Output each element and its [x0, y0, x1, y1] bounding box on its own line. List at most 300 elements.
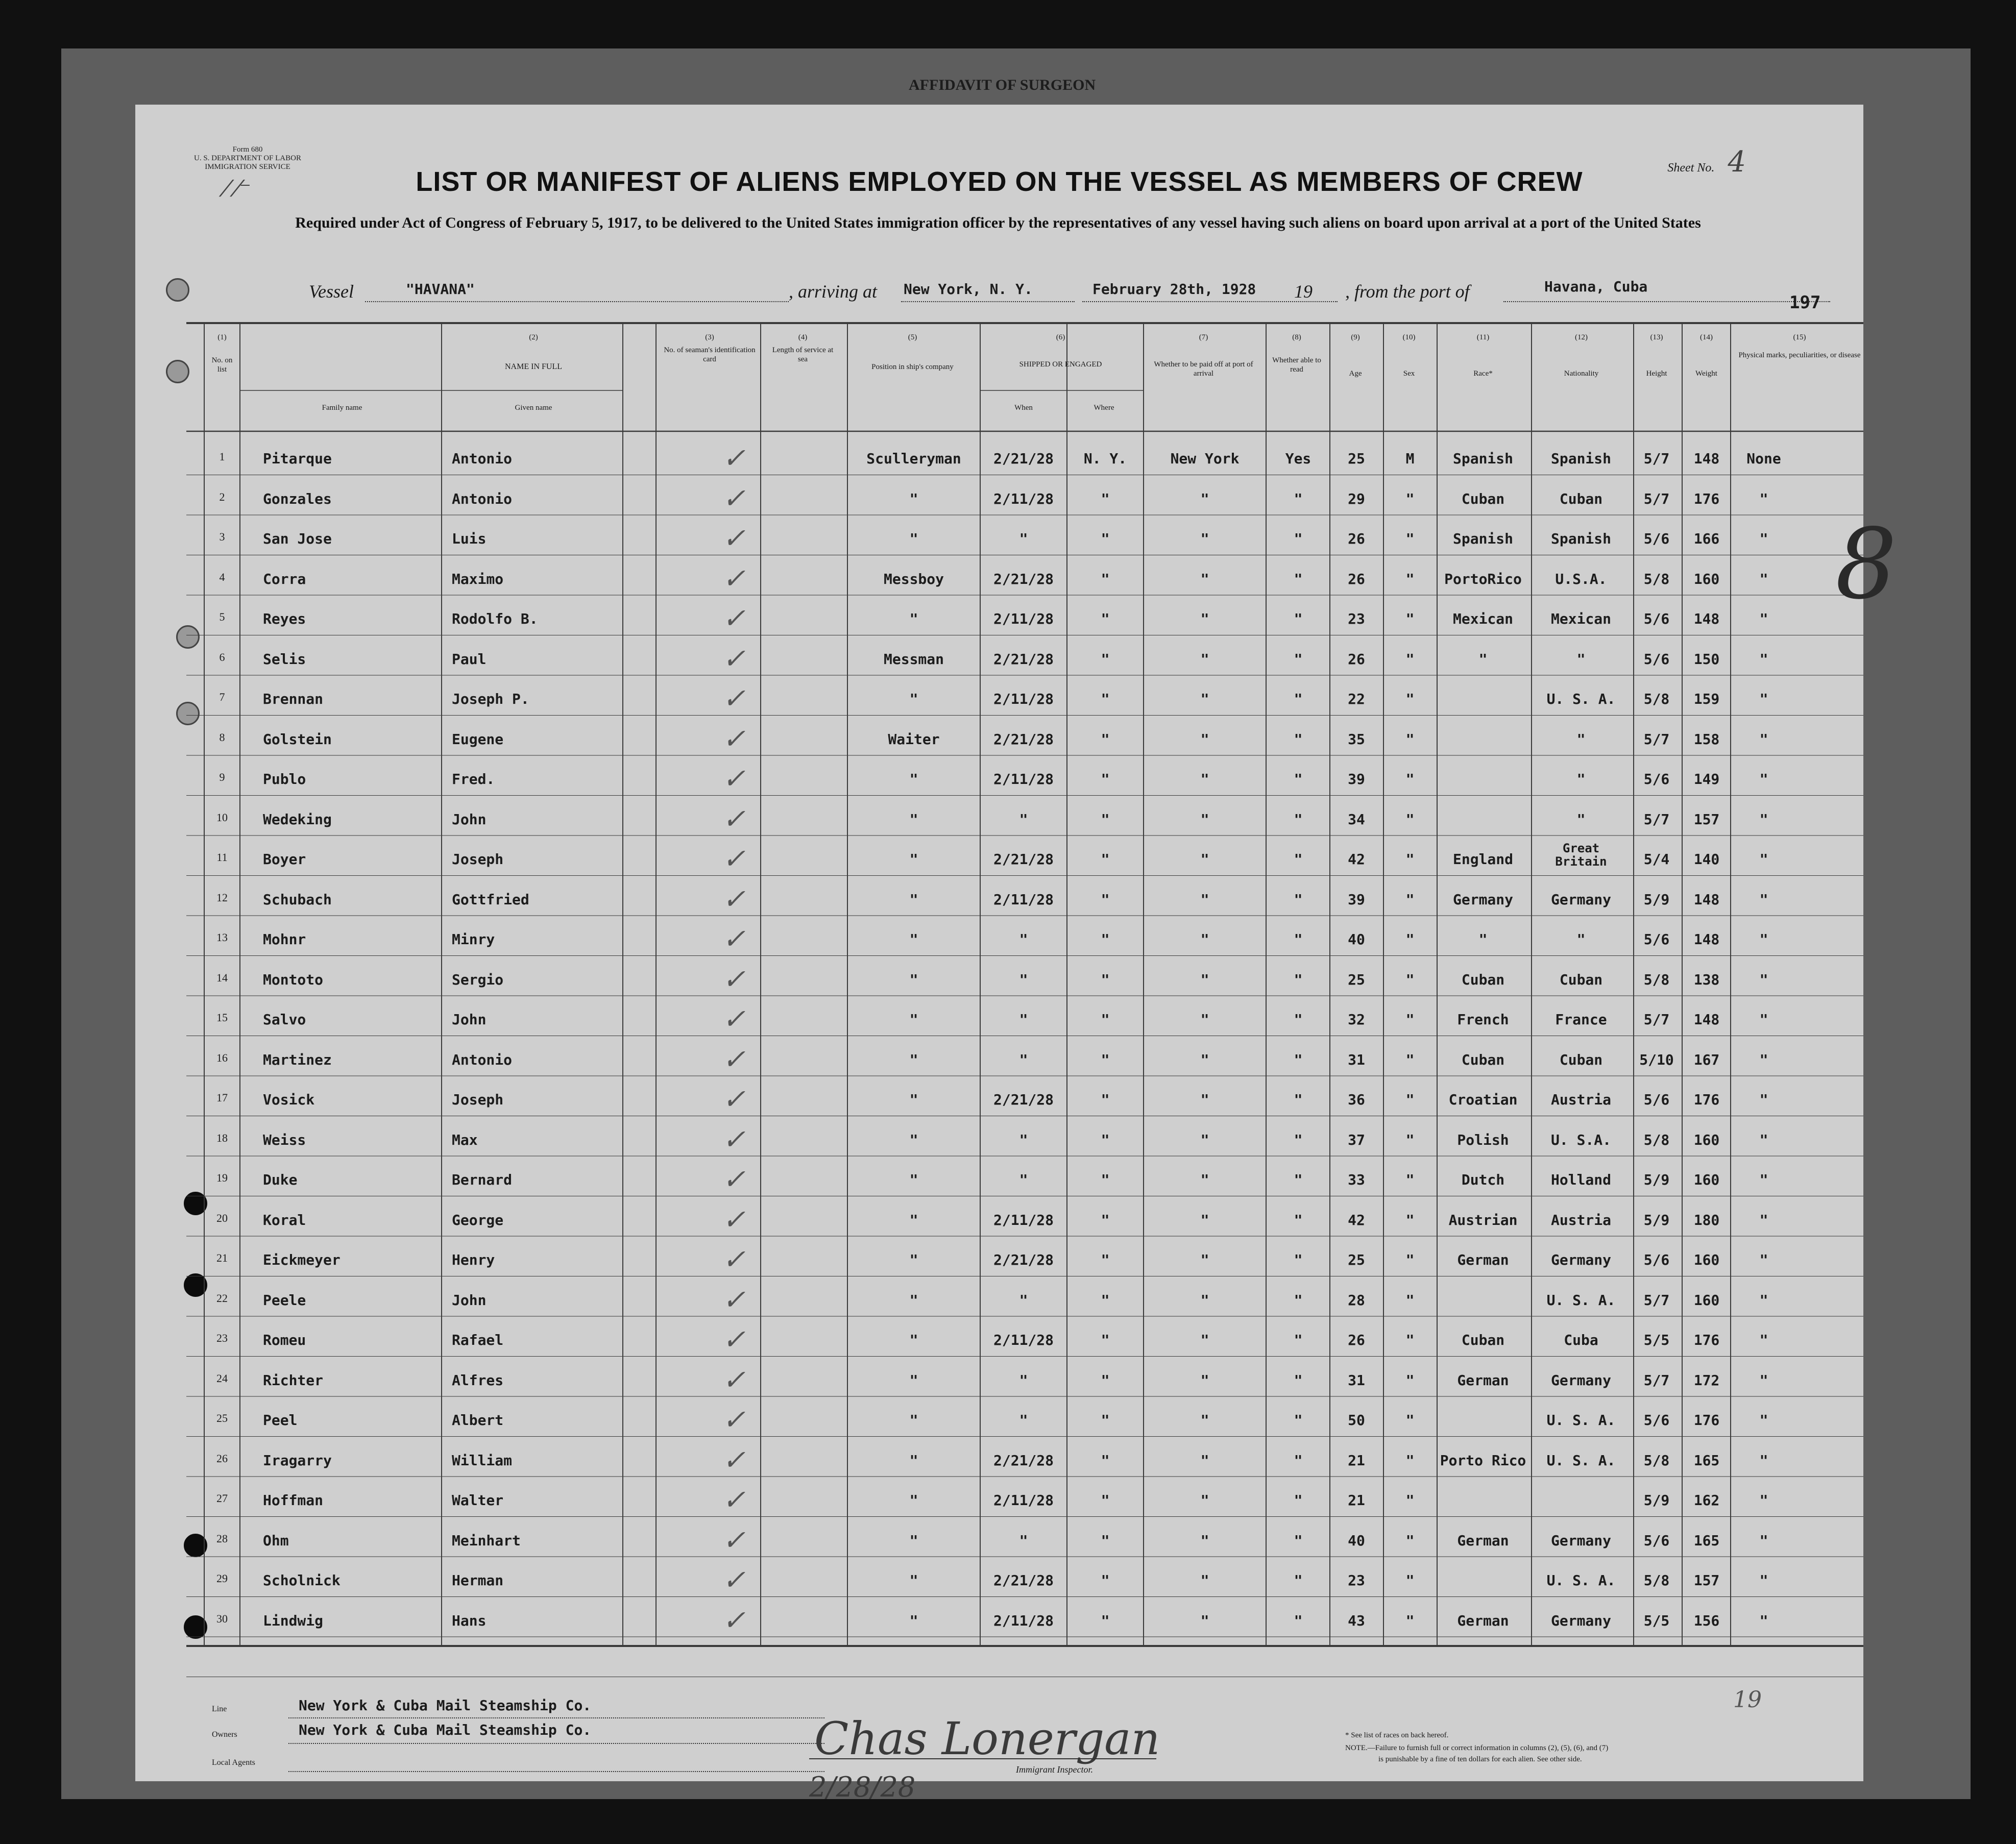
cell-paid: " [1200, 891, 1209, 908]
col3-num: (3) [705, 333, 714, 341]
check-mark-icon: ✓ [722, 482, 746, 514]
cell-nationality: " [1576, 730, 1586, 748]
cell-when: " [1019, 1051, 1028, 1068]
cell-weight: 149 [1693, 771, 1720, 788]
cell-family: Gonzales [263, 490, 332, 507]
cell-family: Montoto [263, 971, 324, 988]
cell-family: Corra [263, 570, 306, 587]
cell-age: 25 [1348, 971, 1365, 988]
cell-position: " [909, 1251, 918, 1268]
cell-read: " [1294, 1371, 1303, 1389]
cell-where: " [1101, 891, 1110, 908]
cell-marks: " [1759, 1572, 1768, 1589]
cell-paid: " [1200, 650, 1209, 668]
cell-sex: " [1405, 891, 1415, 908]
cell-paid: " [1200, 1371, 1209, 1389]
cell-marks: " [1759, 1332, 1768, 1348]
cell-paid: " [1200, 1091, 1209, 1108]
cell-where: " [1101, 1452, 1110, 1469]
cell-where: " [1101, 570, 1110, 587]
cell-sex: " [1405, 1572, 1415, 1589]
cell-height: 5/6 [1643, 771, 1670, 788]
cell-given: Walter [452, 1492, 504, 1509]
table-grid [135, 105, 1863, 1781]
cell-family: Hoffman [263, 1492, 324, 1509]
arrival-date: February 28th, 1928 [1092, 281, 1256, 298]
line-value: New York & Cuba Mail Steamship Co. [299, 1697, 592, 1714]
col9-num: (9) [1351, 333, 1360, 341]
cell-height: 5/7 [1643, 1291, 1670, 1309]
cell-height: 5/5 [1643, 1332, 1670, 1348]
cell-marks: " [1759, 1492, 1768, 1509]
cell-read: " [1294, 1532, 1303, 1549]
cell-weight: 148 [1693, 1011, 1720, 1028]
cell-position: " [909, 1211, 918, 1228]
cell-age: 23 [1348, 1572, 1365, 1589]
cell-nationality: Germany [1550, 1612, 1612, 1629]
cell-height: 5/8 [1643, 1452, 1670, 1469]
cell-age: 37 [1348, 1131, 1365, 1148]
cell-sex: " [1405, 771, 1415, 788]
cell-where: " [1101, 610, 1110, 627]
cell-where: " [1101, 1251, 1110, 1268]
cell-no: 21 [216, 1251, 228, 1264]
cell-given: George [452, 1211, 504, 1228]
cell-family: Boyer [263, 851, 306, 868]
cell-when: 2/11/28 [993, 1612, 1054, 1629]
cell-family: Brennan [263, 691, 324, 707]
cell-position: " [909, 771, 918, 788]
col6-where: Where [1094, 404, 1114, 412]
cell-family: Mohnr [263, 931, 306, 948]
cell-marks: " [1759, 1452, 1768, 1469]
cell-no: 10 [216, 810, 228, 824]
penalty-note: NOTE.—Failure to furnish full or correct information in columns (2), (5), (6), and (7) [1345, 1744, 1609, 1752]
cell-weight: 172 [1693, 1371, 1720, 1389]
cell-no: 17 [216, 1091, 228, 1104]
col14-label: Weight [1695, 370, 1717, 378]
cell-age: 40 [1348, 931, 1365, 948]
cell-sex: " [1405, 490, 1415, 507]
cell-paid: " [1200, 1291, 1209, 1309]
cell-weight: 165 [1693, 1532, 1720, 1549]
cell-marks: " [1759, 1091, 1768, 1108]
cell-when: 2/21/28 [993, 1251, 1054, 1268]
cell-nationality: Spanish [1550, 530, 1612, 547]
cell-sex: " [1405, 1051, 1415, 1068]
cell-age: 31 [1348, 1051, 1365, 1068]
cell-position: " [909, 1051, 918, 1068]
col7-label: Whether to be paid off at port of arrival [1154, 360, 1253, 378]
cell-age: 39 [1348, 891, 1365, 908]
cell-sex: " [1405, 691, 1415, 707]
cell-read: " [1294, 1011, 1303, 1028]
cell-no: 14 [216, 971, 228, 984]
cell-when: " [1019, 1171, 1028, 1188]
check-mark-icon: ✓ [722, 642, 746, 675]
cell-sex: " [1405, 650, 1415, 668]
cell-weight: 165 [1693, 1452, 1720, 1469]
cell-when: " [1019, 971, 1028, 988]
cell-age: 28 [1348, 1291, 1365, 1309]
col12-num: (12) [1575, 333, 1588, 341]
cell-race: Spanish [1452, 530, 1514, 547]
cell-nationality: Germany [1550, 1532, 1612, 1549]
owners-value: New York & Cuba Mail Steamship Co. [299, 1722, 592, 1738]
cell-height: 5/6 [1643, 650, 1670, 668]
cell-nationality: Great Britain [1555, 841, 1607, 869]
cell-weight: 160 [1693, 1131, 1720, 1148]
cell-read: " [1294, 1131, 1303, 1148]
cell-position: " [909, 530, 918, 547]
cell-paid: " [1200, 1131, 1209, 1148]
check-mark-icon: ✓ [722, 722, 746, 755]
check-mark-icon: ✓ [722, 1043, 746, 1075]
cell-marks: " [1759, 1131, 1768, 1148]
cell-given: Max [452, 1131, 478, 1148]
cell-paid: " [1200, 490, 1209, 507]
cell-age: 22 [1348, 691, 1365, 707]
cell-when: " [1019, 1532, 1028, 1549]
cell-marks: " [1759, 1371, 1768, 1389]
cell-given: Hans [452, 1612, 487, 1629]
cell-marks: " [1759, 771, 1768, 788]
cell-read: " [1294, 1091, 1303, 1108]
col6-when: When [1014, 404, 1033, 412]
cell-height: 5/7 [1643, 810, 1670, 828]
cell-nationality: Spanish [1550, 450, 1612, 467]
cell-where: " [1101, 1371, 1110, 1389]
cell-given: Gottfried [452, 891, 529, 908]
cell-height: 5/6 [1643, 1532, 1670, 1549]
cell-position: " [909, 1371, 918, 1389]
cell-weight: 159 [1693, 691, 1720, 707]
cell-no: 26 [216, 1452, 228, 1465]
cell-family: Golstein [263, 730, 332, 748]
cell-family: Wedeking [263, 810, 332, 828]
owners-label: Owners [212, 1730, 237, 1739]
cell-where: N. Y. [1083, 450, 1127, 467]
cell-weight: 176 [1693, 490, 1720, 507]
cell-age: 36 [1348, 1091, 1365, 1108]
cell-where: " [1101, 1291, 1110, 1309]
cell-paid: " [1200, 1211, 1209, 1228]
cell-position: Messman [883, 650, 944, 668]
cell-paid: " [1200, 1492, 1209, 1509]
cell-race: German [1457, 1251, 1509, 1268]
cell-sex: " [1405, 1131, 1415, 1148]
cell-where: " [1101, 1091, 1110, 1108]
cell-nationality: Cuban [1559, 971, 1603, 988]
cell-position: " [909, 1532, 918, 1549]
cell-marks: " [1759, 691, 1768, 707]
cell-no: 28 [216, 1532, 228, 1545]
cell-given: Minry [452, 931, 495, 948]
cell-when: 2/11/28 [993, 691, 1054, 707]
cell-sex: " [1405, 1251, 1415, 1268]
cell-height: 5/9 [1643, 1211, 1670, 1228]
col14-num: (14) [1700, 333, 1713, 341]
cell-race: Cuban [1461, 490, 1505, 507]
cell-height: 5/6 [1643, 1091, 1670, 1108]
cell-age: 42 [1348, 851, 1365, 868]
cell-marks: " [1759, 1171, 1768, 1188]
cell-position: " [909, 610, 918, 627]
cell-paid: " [1200, 1412, 1209, 1429]
cell-where: " [1101, 691, 1110, 707]
penalty-note-2: is punishable by a fine of ten dollars for each alien. See other side. [1378, 1755, 1582, 1763]
cell-given: Antonio [452, 1051, 513, 1068]
cell-position: Sculleryman [866, 450, 961, 467]
cell-sex: " [1405, 1371, 1415, 1389]
cell-sex: " [1405, 530, 1415, 547]
cell-paid: " [1200, 530, 1209, 547]
cell-age: 23 [1348, 610, 1365, 627]
cell-age: 39 [1348, 771, 1365, 788]
cell-read: " [1294, 771, 1303, 788]
cell-age: 40 [1348, 1532, 1365, 1549]
cell-marks: " [1759, 1011, 1768, 1028]
margin-note: 8 [1835, 508, 1897, 621]
cell-age: 26 [1348, 570, 1365, 587]
cell-height: 5/6 [1643, 530, 1670, 547]
cell-where: " [1101, 1051, 1110, 1068]
col9-label: Age [1349, 370, 1362, 378]
cell-where: " [1101, 650, 1110, 668]
cell-paid: New York [1170, 450, 1240, 467]
cell-nationality: Germany [1550, 1251, 1612, 1268]
cell-paid: " [1200, 570, 1209, 587]
cell-no: 30 [216, 1612, 228, 1625]
cell-family: Pitarque [263, 450, 332, 467]
cell-nationality: U. S. A. [1546, 1412, 1616, 1429]
cell-where: " [1101, 1532, 1110, 1549]
cell-weight: 148 [1693, 450, 1720, 467]
cell-read: " [1294, 610, 1303, 627]
cell-sex: " [1405, 570, 1415, 587]
cell-marks: " [1759, 1211, 1768, 1228]
cell-read: " [1294, 1332, 1303, 1348]
cell-position: " [909, 971, 918, 988]
cell-marks: " [1759, 1532, 1768, 1549]
cell-sex: " [1405, 971, 1415, 988]
cell-age: 35 [1348, 730, 1365, 748]
cell-when: 2/21/28 [993, 650, 1054, 668]
cell-weight: 148 [1693, 610, 1720, 627]
affidavit-header: AFFIDAVIT OF SURGEON [909, 77, 1096, 93]
cell-no: 4 [219, 570, 225, 583]
cell-no: 27 [216, 1492, 228, 1505]
cell-read: " [1294, 490, 1303, 507]
cell-sex: " [1405, 1011, 1415, 1028]
cell-family: Selis [263, 650, 306, 668]
cell-given: Rodolfo B. [452, 610, 538, 627]
cell-given: Fred. [452, 771, 495, 788]
cell-nationality: " [1576, 650, 1586, 668]
cell-weight: 180 [1693, 1211, 1720, 1228]
cell-age: 21 [1348, 1492, 1365, 1509]
col12-label: Nationality [1564, 370, 1599, 378]
cell-race: Cuban [1461, 1332, 1505, 1348]
cell-height: 5/8 [1643, 1572, 1670, 1589]
inspector-label: Immigrant Inspector. [1016, 1764, 1093, 1775]
cell-read: " [1294, 931, 1303, 948]
check-mark-icon: ✓ [722, 1163, 746, 1195]
cell-marks: None [1746, 450, 1781, 467]
cell-paid: " [1200, 1452, 1209, 1469]
cell-no: 20 [216, 1211, 228, 1224]
col8-label: Whether able to read [1272, 356, 1321, 374]
cell-when: 2/11/28 [993, 1211, 1054, 1228]
cell-no: 29 [216, 1572, 228, 1585]
cell-race: Spanish [1452, 450, 1514, 467]
cell-when: 2/11/28 [993, 610, 1054, 627]
cell-weight: 150 [1693, 650, 1720, 668]
col6-num: (6) [1056, 333, 1065, 341]
cell-race: England [1452, 851, 1514, 868]
cell-nationality: U. S. A. [1546, 1452, 1616, 1469]
cell-read: " [1294, 530, 1303, 547]
cell-nationality: Germany [1550, 1371, 1612, 1389]
cell-nationality: " [1576, 931, 1586, 948]
cell-given: Joseph P. [452, 691, 529, 707]
cell-no: 7 [219, 691, 225, 703]
check-mark-icon: ✓ [722, 1283, 746, 1316]
cell-where: " [1101, 730, 1110, 748]
check-mark-icon: ✓ [722, 1604, 746, 1636]
cell-family: Iragarry [263, 1452, 332, 1469]
cell-race: Croatian [1448, 1091, 1518, 1108]
cell-age: 43 [1348, 1612, 1365, 1629]
cell-when: 2/11/28 [993, 771, 1054, 788]
year-prefix: 19 [1294, 281, 1313, 302]
cell-read: Yes [1285, 450, 1311, 467]
col13-num: (13) [1650, 333, 1663, 341]
cell-weight: 176 [1693, 1332, 1720, 1348]
cell-age: 32 [1348, 1011, 1365, 1028]
cell-race: PortoRico [1444, 570, 1522, 587]
cell-where: " [1101, 1011, 1110, 1028]
cell-sex: " [1405, 1091, 1415, 1108]
cell-family: Martinez [263, 1051, 332, 1068]
cell-read: " [1294, 691, 1303, 707]
cell-position: " [909, 1291, 918, 1309]
cell-height: 5/8 [1643, 1131, 1670, 1148]
check-mark-icon: ✓ [722, 1443, 746, 1476]
cell-paid: " [1200, 1251, 1209, 1268]
underline [288, 1717, 824, 1718]
cell-height: 5/5 [1643, 1612, 1670, 1629]
cell-age: 29 [1348, 490, 1365, 507]
col5-num: (5) [908, 333, 917, 341]
cell-read: " [1294, 730, 1303, 748]
check-mark-icon: ✓ [722, 923, 746, 955]
cell-marks: " [1759, 851, 1768, 868]
arriving-label: , arriving at [789, 281, 878, 302]
cell-marks: " [1759, 1051, 1768, 1068]
check-mark-icon: ✓ [722, 1083, 746, 1115]
cell-paid: " [1200, 810, 1209, 828]
cell-read: " [1294, 1452, 1303, 1469]
cell-when: 2/11/28 [993, 891, 1054, 908]
cell-when: 2/11/28 [993, 490, 1054, 507]
cell-no: 11 [216, 851, 228, 864]
cell-weight: 157 [1693, 810, 1720, 828]
cell-no: 25 [216, 1412, 228, 1424]
cell-paid: " [1200, 771, 1209, 788]
handwritten-mark: ⁄ ⁄⁻ [225, 176, 251, 202]
cell-sex: " [1405, 1211, 1415, 1228]
cell-marks: " [1759, 810, 1768, 828]
cell-paid: " [1200, 691, 1209, 707]
cell-given: John [452, 810, 487, 828]
cell-height: 5/8 [1643, 691, 1670, 707]
agents-label: Local Agents [212, 1758, 255, 1767]
cell-sex: " [1405, 1412, 1415, 1429]
cell-weight: 158 [1693, 730, 1720, 748]
cell-given: Henry [452, 1251, 495, 1268]
check-mark-icon: ✓ [722, 442, 746, 474]
check-mark-icon: ✓ [722, 1323, 746, 1356]
col5-label: Position in ship's company [871, 363, 954, 371]
cell-marks: " [1759, 1291, 1768, 1309]
cell-when: " [1019, 1011, 1028, 1028]
cell-given: Alfres [452, 1371, 504, 1389]
cell-sex: " [1405, 1532, 1415, 1549]
cell-no: 2 [219, 490, 225, 503]
page-title: LIST OR MANIFEST OF ALIENS EMPLOYED ON THE VESSEL AS MEMBERS OF CREW [416, 166, 1583, 197]
cell-read: " [1294, 1051, 1303, 1068]
cell-position: " [909, 1091, 918, 1108]
cell-marks: " [1759, 931, 1768, 948]
cell-no: 16 [216, 1051, 228, 1064]
cell-read: " [1294, 1572, 1303, 1589]
from-port: Havana, Cuba [1544, 278, 1648, 295]
cell-height: 5/9 [1643, 891, 1670, 908]
cell-read: " [1294, 1612, 1303, 1629]
col6-label: SHIPPED OR ENGAGED [1019, 360, 1102, 368]
cell-when: " [1019, 1412, 1028, 1429]
cell-race: Austrian [1448, 1211, 1518, 1228]
cell-position: " [909, 1572, 918, 1589]
cell-paid: " [1200, 730, 1209, 748]
cell-marks: " [1759, 891, 1768, 908]
cell-family: Vosick [263, 1091, 315, 1108]
underline [288, 1771, 824, 1772]
cell-race: " [1478, 931, 1488, 948]
cell-height: 5/10 [1639, 1051, 1674, 1068]
cell-height: 5/6 [1643, 1412, 1670, 1429]
cell-nationality: Germany [1550, 891, 1612, 908]
check-mark-icon: ✓ [722, 963, 746, 995]
from-label: , from the port of [1345, 281, 1470, 302]
cell-sex: " [1405, 1492, 1415, 1509]
cell-marks: " [1759, 1251, 1768, 1268]
check-mark-icon: ✓ [722, 1363, 746, 1396]
cell-age: 50 [1348, 1412, 1365, 1429]
cell-read: " [1294, 810, 1303, 828]
signature-line [809, 1758, 1156, 1759]
cell-position: " [909, 1612, 918, 1629]
col15-label: Physical marks, peculiarities, or disease [1738, 351, 1861, 359]
cell-family: Romeu [263, 1332, 306, 1348]
cell-sex: " [1405, 1171, 1415, 1188]
cell-nationality: U. S. A. [1546, 1572, 1616, 1589]
cell-race: Cuban [1461, 1051, 1505, 1068]
cell-position: " [909, 891, 918, 908]
cell-no: 12 [216, 891, 228, 904]
cell-when: 2/21/28 [993, 570, 1054, 587]
